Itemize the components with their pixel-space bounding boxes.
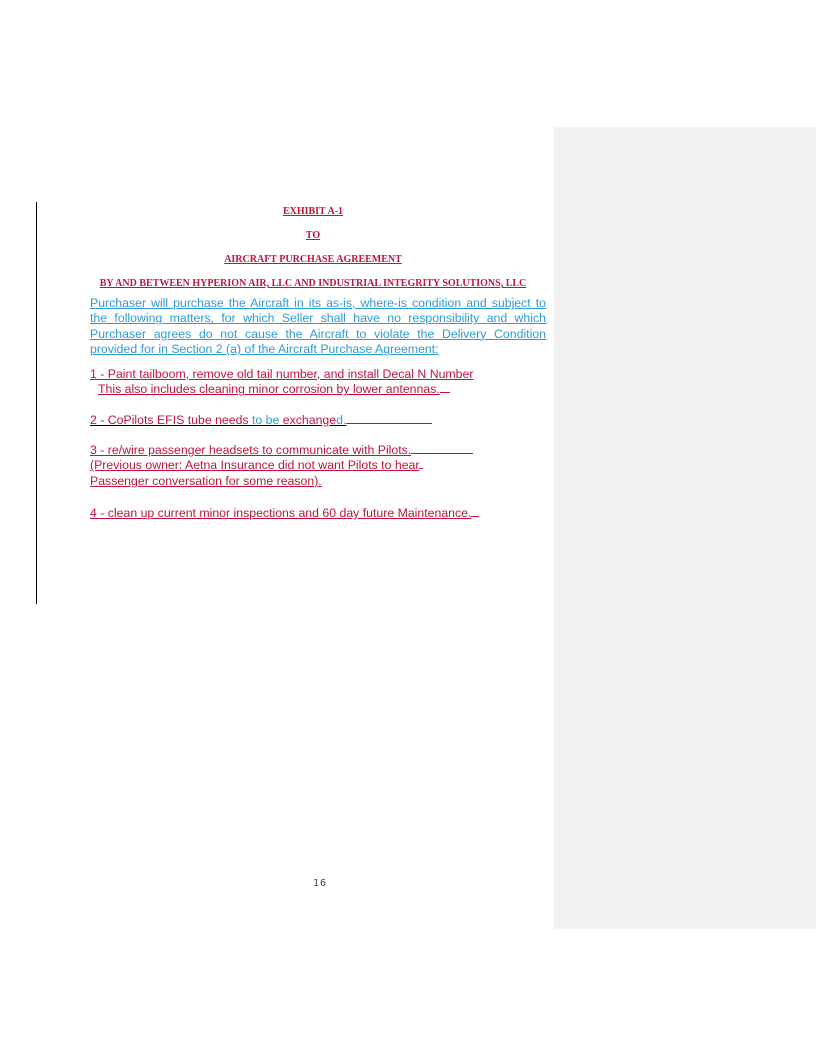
item-1-line-1: 1 - Paint tailboom, remove old tail number, and install Decal N Number xyxy=(90,367,474,381)
underline-tail xyxy=(471,515,479,517)
underline-tail xyxy=(419,467,423,469)
item-1 xyxy=(90,367,546,398)
item-4 xyxy=(90,506,546,521)
item-3-line-3: Passenger conversation for some reason). xyxy=(90,473,322,488)
page-number: 16 xyxy=(312,878,328,889)
item-3-line-1 xyxy=(90,443,546,458)
item-2-text-1: 2 - CoPilots EFIS tube needs xyxy=(90,413,252,427)
item-3-line-2-text: (Previous owner: Aetna Insurance did not want Pilots to hear xyxy=(90,458,420,473)
comment-pane xyxy=(554,127,816,929)
intro-paragraph: Purchaser will purchase the Aircraft in its as-is, where-is condition and subject to the following matters, for which Seller shall have no responsibility and which Purchaser agrees do not cause the Aircraft to violate the Delivery Condition provided for in Section 2 (a) of the Aircraft Purchase Agreement: xyxy=(90,296,546,357)
change-bar xyxy=(36,202,37,604)
item-3 xyxy=(90,443,546,489)
item-3-line-2 xyxy=(90,458,546,473)
underline-tail xyxy=(411,452,473,454)
agreement-title: AIRCRAFT PURCHASE AGREEMENT xyxy=(224,254,402,265)
item-2-inserted-2: d. xyxy=(336,413,347,427)
underline-tail xyxy=(440,391,450,393)
item-3-line-1-text: 3 - re/wire passenger headsets to communicate with Pilots. xyxy=(90,443,412,457)
item-2-text-2: exchange xyxy=(279,413,337,427)
underline-tail xyxy=(346,422,432,424)
exhibit-title: EXHIBIT A-1 xyxy=(282,206,344,217)
item-4-line-1: 4 - clean up current minor inspections and 60 day future Maintenance. xyxy=(90,506,472,520)
item-2 xyxy=(90,413,546,428)
item-2-inserted-1: to be xyxy=(252,413,280,427)
item-1-line-2 xyxy=(90,382,546,397)
item-1-line-2-text: This also includes cleaning minor corrosion by lower antennas. xyxy=(98,382,440,397)
parties-heading: BY AND BETWEEN HYPERION AIR, LLC AND INDUSTRIAL INTEGRITY SOLUTIONS, LLC xyxy=(99,278,527,289)
exhibit-to: TO xyxy=(305,230,321,241)
